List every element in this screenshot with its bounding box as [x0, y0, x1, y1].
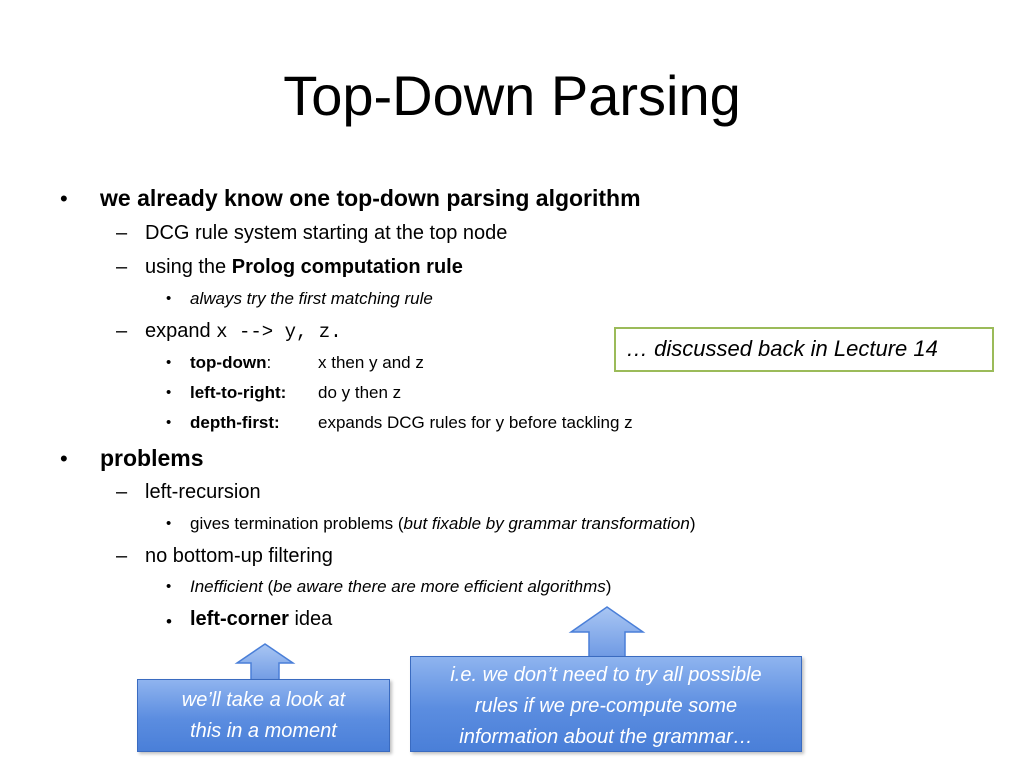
subsub-left-to-right-desc: do y then z: [318, 383, 402, 402]
dash-marker: –: [116, 256, 128, 278]
label-left-to-right: left-to-right:: [190, 383, 287, 402]
right-note-line: information about the grammar…: [459, 726, 753, 748]
bullet-marker: •: [166, 578, 172, 595]
subsub-first-matching-rule: always try the first matching rule: [190, 289, 433, 308]
subsub-termination-problems: [190, 514, 696, 534]
bullet-marker: •: [166, 414, 172, 431]
bullet-problems: problems: [100, 445, 204, 471]
text-expand: expand: [145, 320, 217, 342]
text-open-paren: (: [262, 577, 274, 596]
text-more-efficient-algorithms: be aware there are more efficient algorithms: [273, 577, 606, 596]
text-grammar-transformation: but fixable by grammar transformation: [403, 514, 690, 533]
code-dcg-rule: x --> y, z.: [216, 321, 342, 343]
label-depth-first: depth-first:: [190, 413, 280, 432]
bullet-known-algorithm: we already know one top-down parsing algorithm: [100, 185, 641, 211]
left-note-line: this in a moment: [190, 720, 337, 742]
left-up-arrow-icon: [236, 643, 294, 683]
text-close-paren: ): [689, 514, 696, 533]
right-note-line: i.e. we don’t need to try all possible: [450, 664, 762, 686]
bullet-marker: •: [166, 354, 172, 371]
text-left-corner: left-corner: [190, 608, 289, 630]
lecture-callout: … discussed back in Lecture 14: [614, 327, 994, 372]
bullet-marker: •: [166, 384, 172, 401]
dash-marker: –: [116, 545, 128, 567]
slide-title: Top-Down Parsing: [283, 64, 741, 127]
bullet-marker: •: [166, 612, 172, 631]
left-note-box: [137, 679, 390, 752]
subsub-left-corner-idea: [190, 608, 332, 631]
text-prolog-computation-rule: Prolog computation rule: [231, 256, 463, 278]
sub-dcg-rule-system: DCG rule system starting at the top node: [145, 222, 508, 244]
text-idea: idea: [288, 608, 333, 630]
text-using-the: using the: [145, 256, 232, 278]
text-inefficient: Inefficient: [190, 577, 263, 596]
right-note-box: [410, 656, 802, 752]
bullet-marker: •: [60, 446, 68, 471]
subsub-top-down-desc: x then y and z: [318, 353, 424, 372]
subsub-depth-first-desc: expands DCG rules for y before tackling z: [318, 413, 633, 432]
text-close-paren: ): [605, 577, 612, 596]
subsub-inefficient: [190, 577, 611, 597]
right-note-line: rules if we pre-compute some: [474, 695, 738, 717]
label-colon: :: [266, 353, 272, 372]
text-termination-prefix: gives termination problems (: [190, 514, 404, 533]
bullet-marker: •: [166, 290, 172, 307]
left-note-line: we’ll take a look at: [181, 689, 346, 711]
sub-no-bottom-up-filtering: no bottom-up filtering: [145, 545, 333, 567]
right-up-arrow-icon: [570, 606, 644, 658]
dash-marker: –: [116, 481, 128, 503]
bullet-marker: •: [166, 515, 172, 532]
dash-marker: –: [116, 320, 128, 342]
subsub-top-down: [190, 353, 271, 373]
label-top-down: top-down: [190, 353, 267, 372]
sub-left-recursion: left-recursion: [145, 481, 261, 503]
sub-prolog-computation-rule: [145, 256, 463, 279]
dash-marker: –: [116, 222, 128, 244]
bullet-marker: •: [60, 186, 68, 211]
sub-expand-rule: [145, 320, 342, 343]
